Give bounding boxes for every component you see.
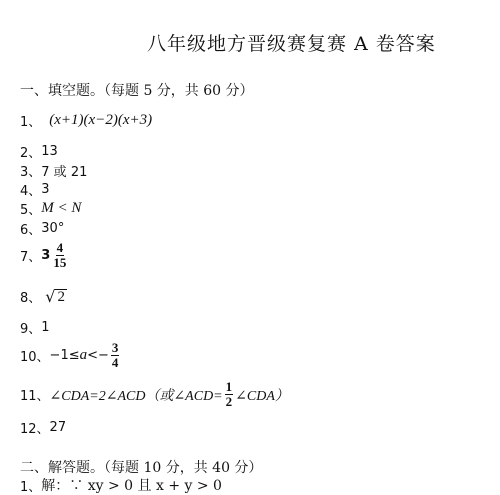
answer-number: 11、 (20, 389, 50, 404)
answer-number: 3、 (20, 165, 42, 180)
answer-value: 3 (41, 182, 50, 197)
answer-8 (20, 287, 67, 306)
fraction-numerator: 4 (56, 240, 64, 255)
inequality-relation: <− (87, 348, 109, 363)
mixed-number-whole: 3 (41, 248, 51, 263)
answer-number: 1、 (20, 479, 42, 495)
answer-10 (20, 341, 121, 370)
answer-2 (20, 142, 58, 161)
answer-number: 12、 (20, 422, 50, 437)
answer-11 (20, 380, 289, 409)
answer-number: 10、 (20, 350, 50, 365)
answer-number: 5、 (20, 203, 42, 218)
answer-7 (20, 241, 69, 270)
answer-number: 6、 (20, 223, 42, 238)
radicand: 2 (57, 288, 65, 305)
answer-value: 1 (41, 320, 50, 335)
answer-number: 7、 (20, 250, 42, 265)
angle-relation-part1: ∠CDA=2∠ACD（或∠ACD= (49, 388, 223, 404)
section-heading-fill-in: 一、填空题。（每题 5 分，共 60 分） (20, 83, 254, 99)
fraction-denominator: 2 (225, 394, 233, 409)
square-root (45, 286, 67, 306)
answer-value: 27 (49, 420, 67, 435)
answer-number: 1、 (20, 115, 42, 130)
fraction-denominator: 4 (111, 355, 119, 370)
answer-value: 30° (41, 221, 65, 236)
answer-number: 4、 (20, 184, 42, 199)
section-heading-solutions: 二、解答题。（每题 10 分，共 40 分） (20, 460, 263, 476)
answer-number: 9、 (20, 322, 42, 337)
document-title: 八年级地方晋级赛复赛 A 卷答案 (147, 33, 436, 55)
fraction-numerator: 3 (111, 340, 119, 355)
answer-expression: M < N (41, 200, 82, 216)
answer-value: 13 (41, 144, 58, 159)
solution-1 (20, 475, 222, 495)
solution-text: 解：∵ xy > 0 且 x + y > 0 (41, 478, 222, 494)
answer-3 (20, 161, 87, 180)
fraction (111, 341, 120, 370)
answer-number: 8、 (20, 291, 42, 306)
answer-12 (20, 418, 66, 437)
fraction (225, 380, 234, 409)
answer-1 (20, 111, 152, 130)
answer-4 (20, 180, 50, 199)
fraction-denominator: 15 (53, 255, 67, 270)
inequality-prefix: −1≤ (49, 348, 80, 363)
fraction-numerator: 1 (225, 379, 233, 394)
answer-expression: (x+1)(x−2)(x+3) (49, 112, 153, 128)
fraction (52, 241, 67, 270)
radical-sign: √ (45, 286, 56, 306)
answer-5 (20, 199, 81, 218)
answer-6 (20, 219, 64, 238)
answer-9 (20, 318, 50, 337)
answer-value: 7 或 21 (41, 165, 88, 180)
angle-relation-part2: ∠CDA） (235, 388, 289, 404)
answer-number: 2、 (20, 146, 42, 161)
inequality-variable: a (79, 347, 88, 363)
